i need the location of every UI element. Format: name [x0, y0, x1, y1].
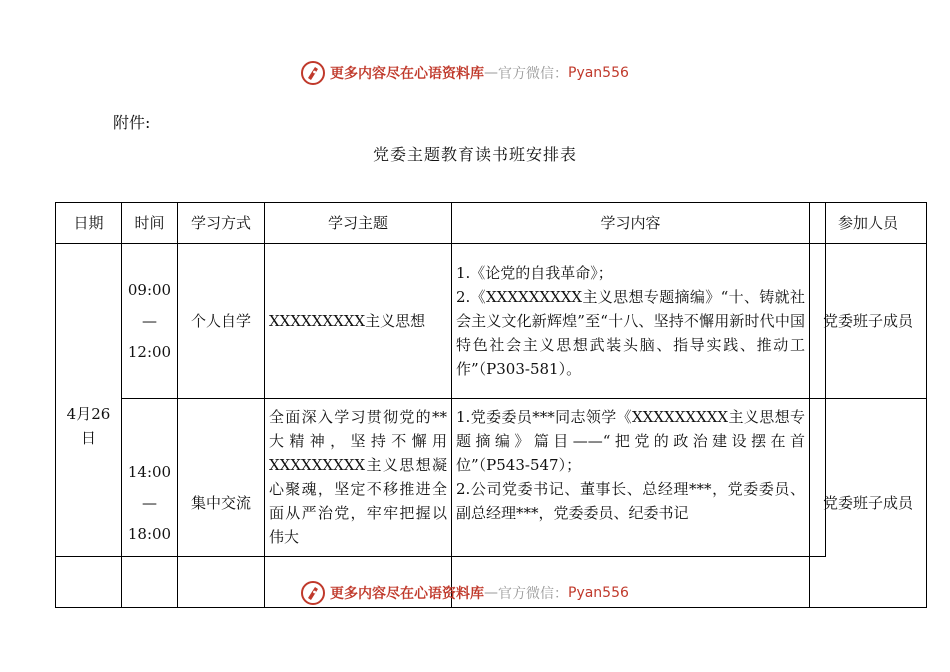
participants-cell: 党委班子成员 — [810, 399, 927, 608]
watermark-brand: 更多内容尽在心语资料库 — [330, 586, 484, 602]
content-item: 1.党委委员***同志领学《XXXXXXXXX主义思想专题摘编》篇目——“把党的政治建设摆在首位”（P543-547）； — [456, 408, 805, 474]
topic-cell: 全面深入学习贯彻党的**大精神，坚持不懈用XXXXXXXXX主义思想凝心聚魂，坚定不移推进全面从严治党，牢牢把握以伟大 — [265, 399, 452, 608]
watermark-separator: — — [484, 585, 498, 601]
time-end: 12:00 — [127, 342, 172, 361]
method-cell: 集中交流 — [178, 399, 265, 608]
watermark-separator: — — [484, 65, 498, 81]
participants-cell: 党委班子成员 — [810, 244, 927, 399]
watermark-wechat-id: Pyan556 — [568, 65, 629, 81]
date-cell: 4月26日 — [56, 244, 122, 608]
watermark-wechat-id: Pyan556 — [568, 585, 629, 601]
header-time: 时间 — [122, 203, 178, 244]
header-date: 日期 — [56, 203, 122, 244]
watermark-contact-label: 官方微信： — [498, 66, 568, 82]
time-cell — [122, 399, 178, 608]
attachment-label: 附件: — [113, 113, 151, 132]
watermark-bottom — [300, 580, 629, 606]
content-item: 2.公司党委书记、董事长、总经理***，党委委员、副总经理***，党委委员、纪委书记 — [456, 480, 805, 522]
content-cell — [452, 244, 810, 399]
content-cell — [452, 399, 810, 608]
time-start: 09:00 — [127, 280, 172, 299]
time-start: 14:00 — [127, 462, 172, 481]
time-separator: — — [142, 493, 157, 512]
header-method: 学习方式 — [178, 203, 265, 244]
table-header-row — [56, 203, 927, 244]
watermark-contact-label: 官方微信： — [498, 586, 568, 602]
header-content: 学习内容 — [452, 203, 810, 244]
time-end: 18:00 — [127, 524, 172, 543]
pen-nib-icon — [300, 60, 326, 86]
content-item: 1.《论党的自我革命》； — [456, 264, 613, 282]
topic-cell: XXXXXXXXX主义思想 — [265, 244, 452, 399]
schedule-table — [55, 202, 927, 608]
watermark-brand: 更多内容尽在心语资料库 — [330, 66, 484, 82]
header-topic: 学习主题 — [265, 203, 452, 244]
method-cell: 个人自学 — [178, 244, 265, 399]
watermark-top — [300, 60, 629, 86]
content-item: 2.《XXXXXXXXX主义思想专题摘编》“十、铸就社会主义文化新辉煌”至“十八、坚持不懈用新时代中国特色社会主义思想武装头脑、指导实践、推动工作”（P303-581）。 — [456, 288, 805, 378]
table-row — [56, 399, 927, 608]
time-separator: — — [142, 311, 157, 330]
document-title: 党委主题教育读书班安排表 — [372, 145, 577, 164]
table-row — [56, 244, 927, 399]
header-participants: 参加人员 — [810, 203, 927, 244]
schedule-table-viewport — [55, 202, 913, 557]
time-cell — [122, 244, 178, 399]
pen-nib-icon — [300, 580, 326, 606]
